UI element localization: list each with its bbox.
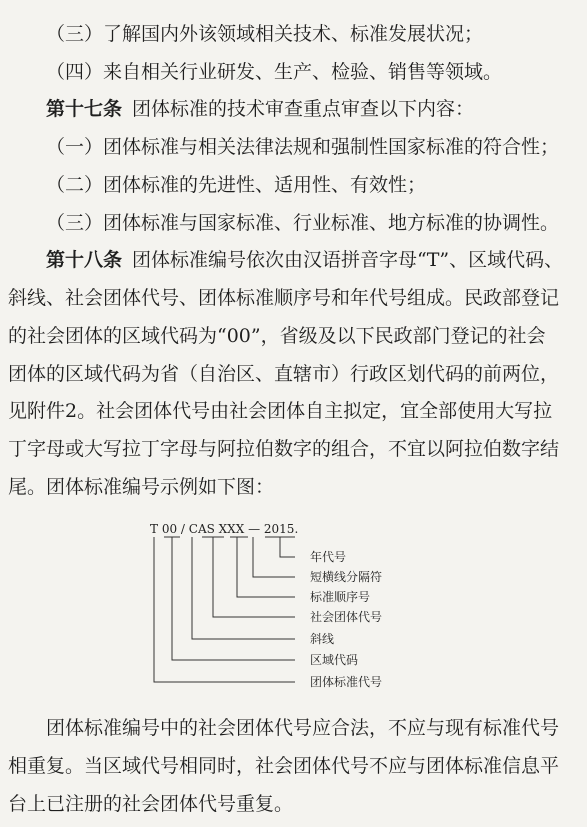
diagram-bracket-lines	[154, 537, 295, 682]
diagram-label: 年代号	[310, 550, 347, 564]
clause-4-line: （四）来自相关行业研发、生产、检验、销售等领域。	[46, 61, 503, 83]
diagram-code: T 00 / CAS XXX — 2015.	[150, 522, 299, 536]
paragraph-line: 见附件2。社会团体代号由社会团体自主拟定，宜全部使用大写拉	[8, 400, 553, 422]
paragraph-line: 尾。团体标准编号示例如下图：	[8, 476, 275, 498]
review-item-1: （一）团体标准与相关法律法规和强制性国家标准的符合性；	[46, 136, 560, 158]
paragraph-line: 丁字母或大写拉丁字母与阿拉伯数字的组合，不宜以阿拉伯数字结	[8, 438, 560, 460]
diagram-label: 团体标准代号	[310, 675, 383, 689]
clause-3-line: （三）了解国内外该领域相关技术、标准发展状况；	[46, 23, 484, 45]
paragraph-line: 相重复。当区域代号相同时，社会团体代号不应与团体标准信息平	[8, 755, 560, 777]
article-17-heading: 第十七条 团体标准的技术审查重点审查以下内容：	[46, 98, 475, 120]
paragraph-line: 的社会团体的区域代码为“00”，省级及以下民政部门登记的社会	[8, 325, 546, 347]
diagram-label: 短横线分隔符	[310, 570, 383, 584]
article-number: 第十七条	[46, 98, 123, 120]
diagram-label: 标准顺序号	[310, 590, 371, 604]
paragraph-line: 团体的区域代码为省（自治区、直辖市）行政区划代码的前两位，	[8, 363, 560, 385]
diagram-label: 区域代码	[310, 653, 359, 667]
article-number: 第十八条	[46, 249, 123, 271]
review-item-3: （三）团体标准与国家标准、行业标准、地方标准的协调性。	[46, 212, 560, 234]
paragraph-line: 斜线、社会团体代号、团体标准顺序号和年代号组成。民政部登记	[8, 287, 560, 309]
article-18-heading: 第十八条 团体标准编号依次由汉语拼音字母“T”、区域代码、	[46, 249, 564, 271]
paragraph-line: 台上已注册的社会团体代号重复。	[8, 793, 294, 815]
diagram-label: 斜线	[310, 632, 335, 646]
diagram-label: 社会团体代号	[310, 610, 383, 624]
paragraph-line: 团体标准编号中的社会团体代号应合法，不应与现有标准代号	[46, 717, 560, 739]
standard-number-diagram	[140, 515, 440, 695]
diagram-svg	[140, 515, 440, 695]
review-item-2: （二）团体标准的先进性、适用性、有效性；	[46, 174, 427, 196]
